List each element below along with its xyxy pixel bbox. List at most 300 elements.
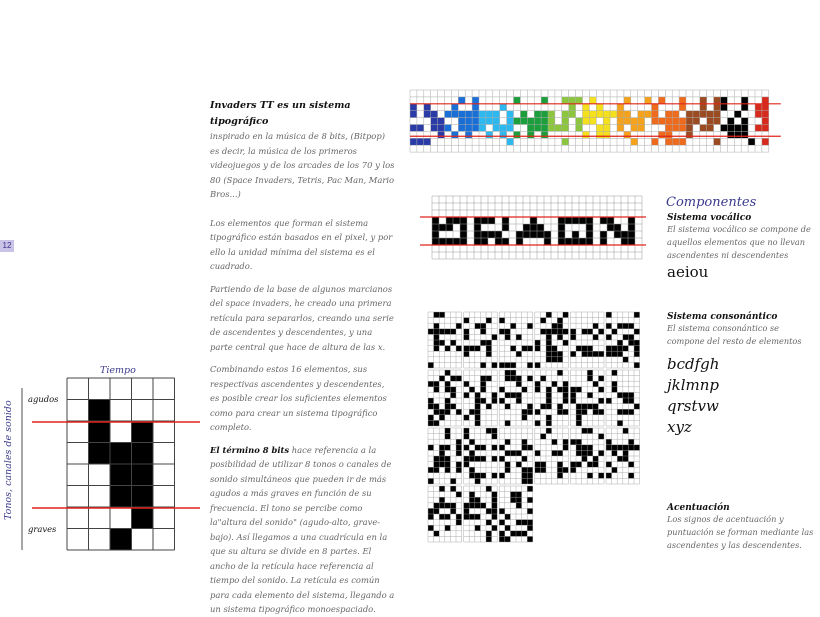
paragraph-reticula: Partiendo de la base de algunos marcianos del space invaders, he creado una primera retícula para separarlos, creando una serie de ascendentes y descendentes, y una parte central que hace de altura de las x. (210, 283, 394, 352)
consonant-pixel (439, 329, 445, 335)
consonant-pixel (612, 387, 618, 393)
grid-cell-filled (110, 443, 132, 465)
consonant-pixel (522, 456, 528, 462)
color-pixel (665, 118, 672, 125)
consonant-pixel (456, 462, 462, 468)
consonant-pixel (445, 445, 451, 451)
consonant-pixel (587, 445, 593, 451)
color-pixel (603, 125, 610, 132)
color-pixel (486, 111, 493, 118)
color-pixel (700, 111, 707, 118)
consonant-pixel (628, 473, 634, 479)
consonant-pixel (570, 329, 576, 335)
consonant-pixel (445, 404, 451, 410)
consonant-pixel (557, 323, 563, 329)
vowel-pixel (565, 217, 572, 224)
vowel-pixel (523, 224, 530, 231)
color-pixel (465, 125, 472, 132)
consonant-pixel (593, 404, 599, 410)
consonant-row: qrstvw (667, 397, 719, 415)
consonant-pixel (450, 376, 456, 382)
color-pixel (700, 104, 707, 111)
color-pixel (472, 125, 479, 132)
color-pixel (672, 118, 679, 125)
consonant-pixel (486, 428, 492, 434)
color-pixel (686, 118, 693, 125)
color-pixel (707, 118, 714, 125)
consonant-pixel (475, 456, 481, 462)
consonant-pixel (492, 514, 498, 520)
consonant-pixel (563, 467, 569, 473)
consonant-pixel (492, 434, 498, 440)
consonant-pixel (450, 404, 456, 410)
consonant-pixel (445, 346, 451, 352)
consonant-pixel (439, 312, 445, 318)
consonant-pixel (563, 398, 569, 404)
color-pixel (665, 125, 672, 132)
color-pixel (500, 131, 507, 138)
consonant-pixel (522, 473, 528, 479)
consonant-pixel (439, 497, 445, 503)
color-pixel (431, 125, 438, 132)
vowel-pixel (502, 238, 509, 245)
vowel-pixel (586, 224, 593, 231)
color-pixel (596, 104, 603, 111)
acentuacion-body: Los signos de acentuación y puntuación se forman mediante las ascendentes y las descendentes. (667, 514, 814, 550)
consonant-pixel (445, 428, 451, 434)
vowel-pixel (530, 231, 537, 238)
vowel-pixel (453, 238, 460, 245)
color-pixel (686, 131, 693, 138)
consonant-pixel (439, 376, 445, 382)
grid-cell-filled (89, 400, 111, 422)
consonant-pixel (456, 514, 462, 520)
vowel-pixel (481, 217, 488, 224)
consonant-pixel (582, 456, 588, 462)
vowel-pixel (481, 238, 488, 245)
consonant-pixel (505, 450, 511, 456)
consonant-pixel (480, 503, 486, 509)
consonant-pixel (634, 329, 640, 335)
consonant-pixel (546, 428, 552, 434)
consonant-pixel (527, 520, 533, 526)
color-pixel (638, 111, 645, 118)
consonant-pixel (540, 329, 546, 335)
consonant-pixel (552, 450, 558, 456)
color-pixel (472, 118, 479, 125)
consonant-pixel (606, 462, 612, 468)
consonant-pixel (634, 351, 640, 357)
consonant-pixel (546, 387, 552, 393)
color-pixel (458, 125, 465, 132)
consonant-pixel (464, 434, 470, 440)
consonant-pixel (623, 334, 629, 340)
consonant-samples (667, 354, 817, 438)
vowel-pixel (488, 231, 495, 238)
color-pixel (451, 111, 458, 118)
vowel-pixel (460, 224, 467, 231)
consonant-pixel (557, 334, 563, 340)
consonant-pixel (563, 445, 569, 451)
tiempo-grid-diagram (20, 378, 210, 554)
vowel-pixel (558, 217, 565, 224)
consonant-pixel (469, 492, 475, 498)
consonant-pixel (486, 531, 492, 537)
consonant-pixel (510, 450, 516, 456)
consonant-pixel (623, 409, 629, 415)
consonant-pixel (480, 445, 486, 451)
vowel-pixel (474, 224, 481, 231)
consonant-pixel (623, 392, 629, 398)
consonant-pixel (576, 415, 582, 421)
vowel-pixel (621, 231, 628, 238)
consonant-pixel (505, 467, 511, 473)
color-pixel (486, 131, 493, 138)
consonant-pixel (563, 312, 569, 318)
consonant-pixel (593, 323, 599, 329)
color-pixel (534, 125, 541, 132)
consonant-pixel (434, 312, 440, 318)
vowel-pixel (544, 238, 551, 245)
color-pixel (589, 97, 596, 104)
consonant-pixel (582, 445, 588, 451)
consonant-pixel (593, 456, 599, 462)
consonant-pixel (480, 329, 486, 335)
consonant-pixel (535, 387, 541, 393)
consonant-pixel (505, 462, 511, 468)
consonant-pixel (475, 346, 481, 352)
consonant-pixel (527, 486, 533, 492)
consonant-pixel (617, 445, 623, 451)
consonant-pixel (480, 398, 486, 404)
consonant-pixel (606, 334, 612, 340)
consonant-pixel (475, 497, 481, 503)
color-pixel (555, 125, 562, 132)
vowel-pixel (495, 231, 502, 238)
consonant-pixel (428, 398, 434, 404)
consonant-pixel (552, 381, 558, 387)
color-pixel (431, 118, 438, 125)
consonant-pixel (475, 503, 481, 509)
consonant-pixel (606, 398, 612, 404)
consonant-pixel (552, 351, 558, 357)
consonant-pixel (606, 473, 612, 479)
consonant-pixel (598, 376, 604, 382)
color-pixel (493, 111, 500, 118)
consonant-pixel (576, 445, 582, 451)
consonant-pixel (563, 329, 569, 335)
color-pixel (727, 125, 734, 132)
consonant-pixel (469, 450, 475, 456)
consonant-pixel (617, 323, 623, 329)
vowel-pixel (600, 217, 607, 224)
vowel-pixel (558, 231, 565, 238)
vowel-pixel (460, 231, 467, 238)
color-pixel (762, 138, 769, 145)
consonant-pixel (582, 404, 588, 410)
color-pixel (493, 125, 500, 132)
consonant-pixel (464, 508, 470, 514)
consonant-pixel (505, 329, 511, 335)
color-pixel (465, 131, 472, 138)
consonant-pixel (499, 362, 505, 368)
consonant-pixel (480, 376, 486, 382)
consonant-pixel (527, 445, 533, 451)
consonant-pixel (464, 514, 470, 520)
color-pixel (507, 111, 514, 118)
consonant-pixel (464, 415, 470, 421)
vowel-pixel (572, 238, 579, 245)
color-pixel (527, 118, 534, 125)
color-pixel (665, 138, 672, 145)
consonant-pixel (623, 346, 629, 352)
consonant-pixel (428, 420, 434, 426)
color-pixel (438, 118, 445, 125)
consonant-pixel (456, 346, 462, 352)
color-pixel (514, 131, 521, 138)
color-pixel (500, 104, 507, 111)
diagram-y-title: Tonos, canales de sonido (3, 400, 14, 520)
color-pixel (548, 111, 555, 118)
color-pixel (714, 138, 721, 145)
paragraph-combinando: Combinando estos 16 elementos, sus respectivas ascendentes y descendentes, es posible crear los suficientes elementos como para crear un sistema tipográfico completo. (210, 364, 387, 432)
consonant-pixel (617, 351, 623, 357)
vowel-pixel (446, 238, 453, 245)
consonant-pixel (546, 357, 552, 363)
vowel-pixel (432, 231, 439, 238)
consonant-pixel (535, 381, 541, 387)
diagram-graves-label: graves (28, 524, 57, 534)
consonant-pixel (522, 531, 528, 537)
consonant-pixel (628, 323, 634, 329)
color-pixel (569, 97, 576, 104)
color-pixel (479, 125, 486, 132)
color-pixel (465, 111, 472, 118)
consonant-pixel (563, 387, 569, 393)
vowel-pixel (474, 231, 481, 238)
color-pixel (583, 118, 590, 125)
consonant-pixel (486, 318, 492, 324)
consonant-pixel (434, 420, 440, 426)
consonant-pixel (486, 520, 492, 526)
color-pixel (541, 118, 548, 125)
color-pixel (576, 125, 583, 132)
consonant-pixel (587, 428, 593, 434)
consonantico-body: El sistema consonántico se compone del resto de elementos (667, 323, 802, 346)
consonant-pixel (522, 409, 528, 415)
consonant-pixel (486, 351, 492, 357)
color-pixel (445, 111, 452, 118)
consonant-pixel (464, 329, 470, 335)
color-pixel (734, 131, 741, 138)
color-pixel (741, 125, 748, 132)
color-pixel (514, 118, 521, 125)
consonant-pixel (628, 398, 634, 404)
color-pixel (727, 131, 734, 138)
consonant-pixel (582, 428, 588, 434)
color-pixel (741, 131, 748, 138)
consonant-pixel (475, 420, 481, 426)
consonant-pixel (475, 514, 481, 520)
grid-cell-filled (89, 421, 111, 443)
consonant-pixel (628, 445, 634, 451)
consonant-pixel (587, 462, 593, 468)
vowel-pixel (544, 231, 551, 238)
consonant-pixel (557, 450, 563, 456)
color-pixel (652, 118, 659, 125)
consonant-pixel (434, 467, 440, 473)
consonant-pixel (464, 346, 470, 352)
consonant-pixel (557, 318, 563, 324)
color-pixel (596, 111, 603, 118)
consonant-pixel (480, 362, 486, 368)
consonant-pixel (464, 392, 470, 398)
consonant-pixel (612, 381, 618, 387)
vowel-pixel (579, 217, 586, 224)
consonant-pixel (546, 351, 552, 357)
consonant-pixel (510, 392, 516, 398)
consonant-pixel (439, 445, 445, 451)
consonant-pixel (557, 467, 563, 473)
color-pixel (603, 118, 610, 125)
color-pixel (762, 104, 769, 111)
color-pixel (534, 111, 541, 118)
consonant-pixel (612, 346, 618, 352)
color-pixel (741, 97, 748, 104)
color-pixel (569, 104, 576, 111)
color-pixel (617, 125, 624, 132)
color-pixel (527, 131, 534, 138)
consonant-pixel (516, 520, 522, 526)
color-pixel (617, 118, 624, 125)
color-pixel (645, 111, 652, 118)
color-pixel (658, 118, 665, 125)
color-pixel (734, 125, 741, 132)
consonant-pixel (439, 450, 445, 456)
paragraph-pixel: Los elementos que forman el sistema tipográfico están basados en el pixel, y por ello la unidad mínima del sistema es el cuadrado. (210, 217, 393, 271)
consonant-pixel (510, 370, 516, 376)
color-pixel (617, 111, 624, 118)
consonant-pixel (598, 409, 604, 415)
color-pixel (727, 118, 734, 125)
consonant-pixel (428, 508, 434, 514)
consonant-pixel (480, 473, 486, 479)
consonant-pixel (499, 473, 505, 479)
vowel-pixel (474, 217, 481, 224)
vowel-pixel (432, 238, 439, 245)
consonant-pixel (480, 323, 486, 329)
consonantico-title: Sistema consonántico (667, 312, 778, 322)
consonant-pixel (434, 462, 440, 468)
consonant-pixel (505, 404, 511, 410)
consonant-pixel (499, 531, 505, 537)
grid-cell-filled (110, 529, 132, 551)
consonant-pixel (505, 370, 511, 376)
consonant-pixel (546, 329, 552, 335)
color-pixel (714, 104, 721, 111)
color-pixel (665, 111, 672, 118)
consonant-pixel (593, 462, 599, 468)
vowel-pixel (614, 231, 621, 238)
consonant-pixel (540, 434, 546, 440)
vowel-pixel (516, 231, 523, 238)
consonant-pixel (428, 381, 434, 387)
color-pixel (665, 131, 672, 138)
vowel-pixel (537, 224, 544, 231)
consonant-pixel (456, 376, 462, 382)
consonant-pixel (546, 312, 552, 318)
vocalico-block (667, 213, 817, 283)
consonant-pixel (570, 439, 576, 445)
consonant-pixel (450, 392, 456, 398)
consonant-pixel (505, 362, 511, 368)
color-pixel (589, 111, 596, 118)
color-pixel (679, 138, 686, 145)
consonant-pixel (492, 334, 498, 340)
consonant-pixel (598, 398, 604, 404)
color-pixel (445, 125, 452, 132)
consonant-pixel (510, 346, 516, 352)
consonant-pixel (527, 497, 533, 503)
8bits-rest: hace referencia a la posibilidad de utilizar 8 tonos o canales de sonido simultáneos que pueden ir de más agudos a más graves en función de su frecuencia. El tono se percibe como la"altura del sonido" (agudo-alto, grave-bajo). Así llegamos a una cuadrícula en la que su altura se divide en 8 partes. El ancho de la retícula hace referencia al tiempo del sonido. La retícula es común para cada elemento del sistema, llegando a un sistema tipográfico monoespaciado. (210, 444, 395, 614)
consonant-pixel (469, 346, 475, 352)
vowel-pixel (432, 217, 439, 224)
consonant-pixel (492, 473, 498, 479)
consonant-pixel (492, 428, 498, 434)
consonant-pixel (540, 404, 546, 410)
consonant-pixel (516, 381, 522, 387)
color-pixel (645, 97, 652, 104)
consonant-pixel (480, 456, 486, 462)
vowel-pixel (474, 238, 481, 245)
consonant-pixel (546, 420, 552, 426)
color-pixel (610, 111, 617, 118)
color-pixel (631, 125, 638, 132)
vowel-pixel (439, 238, 446, 245)
color-pixel (520, 111, 527, 118)
consonant-pixel (434, 404, 440, 410)
consonant-pixel (445, 370, 451, 376)
color-pixel (541, 131, 548, 138)
grid-cell-filled (132, 507, 154, 529)
consonant-pixel (570, 387, 576, 393)
consonant-pixel (593, 334, 599, 340)
color-pixel (686, 111, 693, 118)
consonant-pixel (576, 346, 582, 352)
vowel-pixel (621, 238, 628, 245)
consonant-pixel (606, 346, 612, 352)
color-pixel (631, 138, 638, 145)
vowel-pixel (586, 231, 593, 238)
consonant-pixel (628, 462, 634, 468)
consonant-pixel (464, 462, 470, 468)
color-pixel (762, 118, 769, 125)
consonant-pixel (570, 467, 576, 473)
color-pixel (762, 97, 769, 104)
consonant-pixel (617, 409, 623, 415)
consonant-pixel (570, 334, 576, 340)
consonant-pixel (612, 370, 618, 376)
color-pixel (410, 125, 417, 132)
color-pixel (741, 118, 748, 125)
vowel-pixel (495, 238, 502, 245)
consonant-pixel (475, 525, 481, 531)
color-pixel (721, 104, 728, 111)
consonant-pixel (510, 531, 516, 537)
consonant-pixel (469, 467, 475, 473)
consonant-pixel (516, 503, 522, 509)
consonant-pixel (510, 497, 516, 503)
